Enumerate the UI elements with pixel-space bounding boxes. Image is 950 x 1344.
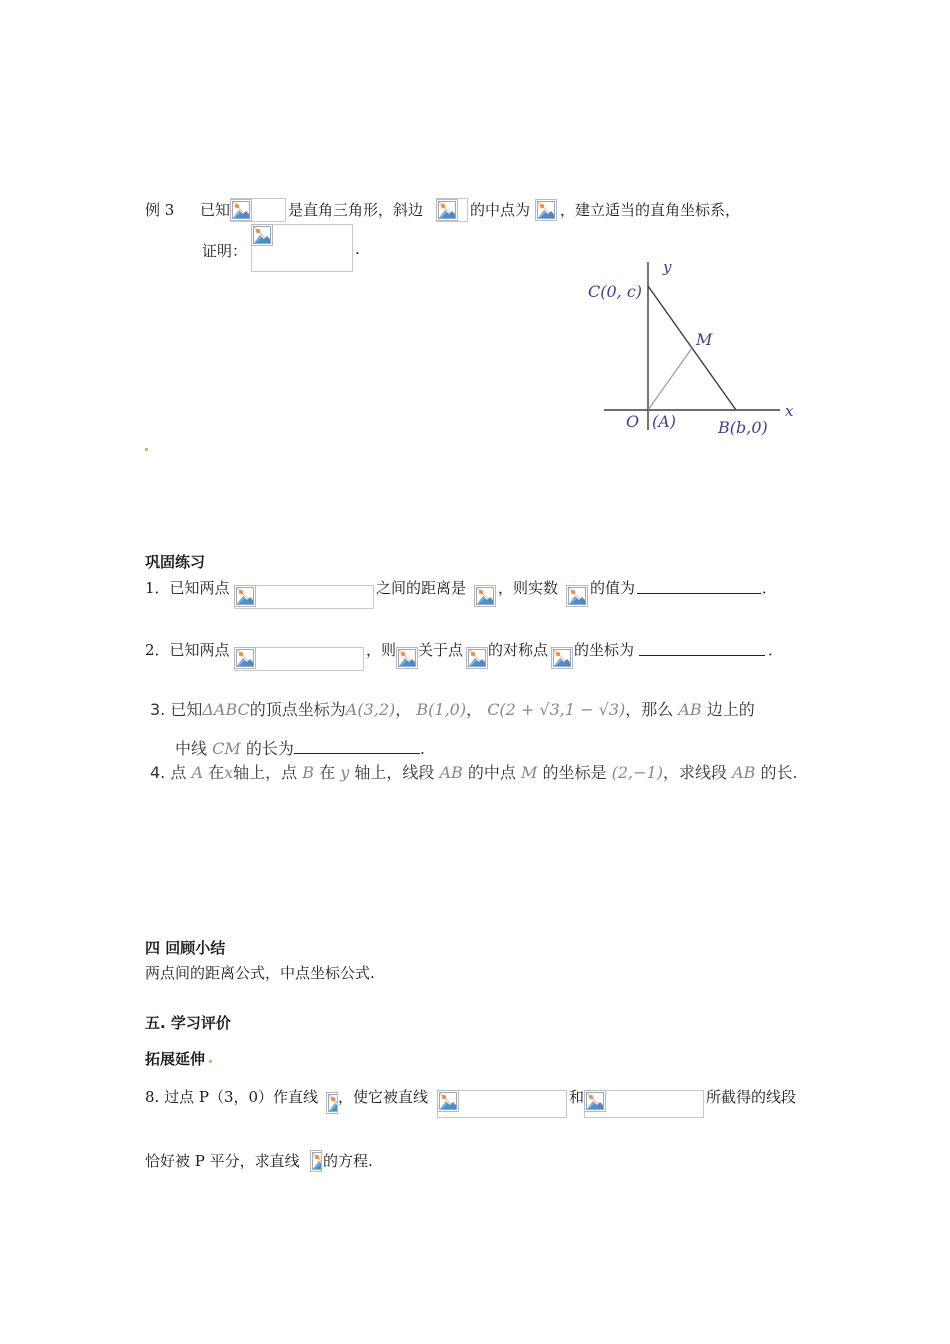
broken-image-icon xyxy=(251,224,273,246)
q4-text: 点 xyxy=(170,763,187,782)
marker-dot xyxy=(209,1060,212,1063)
example-text: 是直角三角形，斜边 xyxy=(288,201,424,219)
q4-x: x xyxy=(224,763,234,782)
coordinate-figure xyxy=(580,252,810,452)
q2-answer-blank[interactable] xyxy=(639,639,765,660)
q3-line2 xyxy=(175,736,425,759)
origin-o-label: O xyxy=(626,412,640,431)
broken-image-icon xyxy=(474,585,496,607)
broken-image-icon xyxy=(551,647,573,669)
q1-text: 的值为 xyxy=(590,579,636,597)
q4-text: 轴上，点 xyxy=(233,763,298,782)
q3-point-b: B(1,0) xyxy=(416,700,467,719)
median-om xyxy=(648,348,692,410)
q3-point-a: A(3,2) xyxy=(345,700,396,719)
q4-point-a: A xyxy=(191,763,204,782)
broken-image-icon xyxy=(326,1092,338,1114)
q2-text: 2．已知两点 xyxy=(145,641,230,659)
prove-label: 证明： xyxy=(202,242,248,260)
q8-text: 的方程. xyxy=(323,1152,373,1170)
q3-text: 中线 xyxy=(175,739,208,758)
q3-triangle: ΔABC xyxy=(202,700,250,719)
broken-image-icon xyxy=(436,199,458,221)
broken-image-icon xyxy=(234,647,256,669)
broken-image-icon xyxy=(310,1150,322,1172)
q3-end: . xyxy=(419,739,425,758)
q3-sep: ， xyxy=(466,700,483,719)
q4-midpoint: (2,−1) xyxy=(611,763,663,782)
q3-answer-blank[interactable] xyxy=(294,737,420,754)
q4-text: 在 xyxy=(208,763,225,782)
example-text: ，建立适当的直角坐标系， xyxy=(560,201,741,219)
q8-text: 所截得的线段 xyxy=(706,1088,797,1106)
period: . xyxy=(355,240,360,258)
q2-text: 的对称点 xyxy=(488,641,549,659)
q1-text: 1．已知两点 xyxy=(145,579,230,597)
q4-text: 轴上，线段 xyxy=(354,763,435,782)
q3-text: 已知 xyxy=(170,700,203,719)
review-text: 两点间的距离公式，中点坐标公式. xyxy=(145,964,375,982)
marker-dot xyxy=(145,448,148,451)
extension-heading: 拓展延伸 xyxy=(145,1050,206,1068)
evaluation-heading: 五. 学习评价 xyxy=(145,1014,231,1032)
q3-segment-cm: CM xyxy=(212,739,241,758)
q4-segment-ab: AB xyxy=(732,763,756,782)
q4-text: 的坐标是 xyxy=(542,763,607,782)
q3-point-c: C(2 + √3,1 − √3) xyxy=(487,700,626,719)
practice-heading: 巩固练习 xyxy=(145,553,206,571)
q4-text: 的中点 xyxy=(467,763,516,782)
point-a-label: (A) xyxy=(652,412,677,431)
broken-image-icon xyxy=(466,647,488,669)
q4-point-b: B xyxy=(302,763,315,782)
point-b-label: B(b,0) xyxy=(718,418,768,437)
q1-answer-blank[interactable] xyxy=(637,577,761,598)
q3-sep: ， xyxy=(395,700,412,719)
q3-text: 边上的 xyxy=(706,700,755,719)
q4-text: 在 xyxy=(319,763,336,782)
q8-text: 恰好被 P 平分，求直线 xyxy=(145,1152,300,1170)
broken-image-icon xyxy=(535,199,557,221)
broken-image-icon xyxy=(230,199,252,221)
q8-text: ，使它被直线 xyxy=(338,1088,429,1106)
point-m-label: M xyxy=(696,330,713,349)
x-axis-label: x xyxy=(785,402,794,420)
q2-end: ． xyxy=(768,641,784,659)
q8-text: 8. 过点 P（3，0）作直线 xyxy=(145,1088,319,1106)
broken-image-icon xyxy=(234,585,256,607)
q4-text: 的长. xyxy=(760,763,798,782)
point-c-label: C(0, c) xyxy=(588,282,643,301)
q2-text: ，则 xyxy=(366,641,397,659)
y-axis-label: y xyxy=(663,258,672,276)
q3-segment-ab: AB xyxy=(678,700,702,719)
q4-number: 4. xyxy=(150,763,166,782)
broken-image-icon xyxy=(437,1090,459,1112)
q1-text: 之间的距离是 xyxy=(376,579,467,597)
q3-text: ，那么 xyxy=(625,700,674,719)
q3-number: 3. xyxy=(150,700,166,719)
broken-image-icon xyxy=(396,647,418,669)
broken-image-icon xyxy=(566,585,588,607)
q4-segment-ab: AB xyxy=(439,763,463,782)
example-text: 的中点为 xyxy=(470,201,531,219)
q4-point-m: M xyxy=(521,763,538,782)
q3-text: 的长为 xyxy=(245,739,294,758)
example-text: 已知 xyxy=(200,201,231,219)
q3-line1 xyxy=(150,697,755,720)
q8-text: 和 xyxy=(569,1088,585,1106)
q1-text: ，则实数 xyxy=(498,579,559,597)
q2-text: 的坐标为 xyxy=(574,641,635,659)
example-label: 例 3 xyxy=(145,201,175,219)
q4-y: y xyxy=(340,763,350,782)
q4-text: ，求线段 xyxy=(662,763,727,782)
broken-image-icon xyxy=(584,1090,606,1112)
review-heading: 四 回顾小结 xyxy=(145,939,226,957)
q1-end: ． xyxy=(762,579,778,597)
q3-text: 的顶点坐标为 xyxy=(249,700,346,719)
q4-line xyxy=(150,760,798,783)
q2-text: 关于点 xyxy=(418,641,464,659)
